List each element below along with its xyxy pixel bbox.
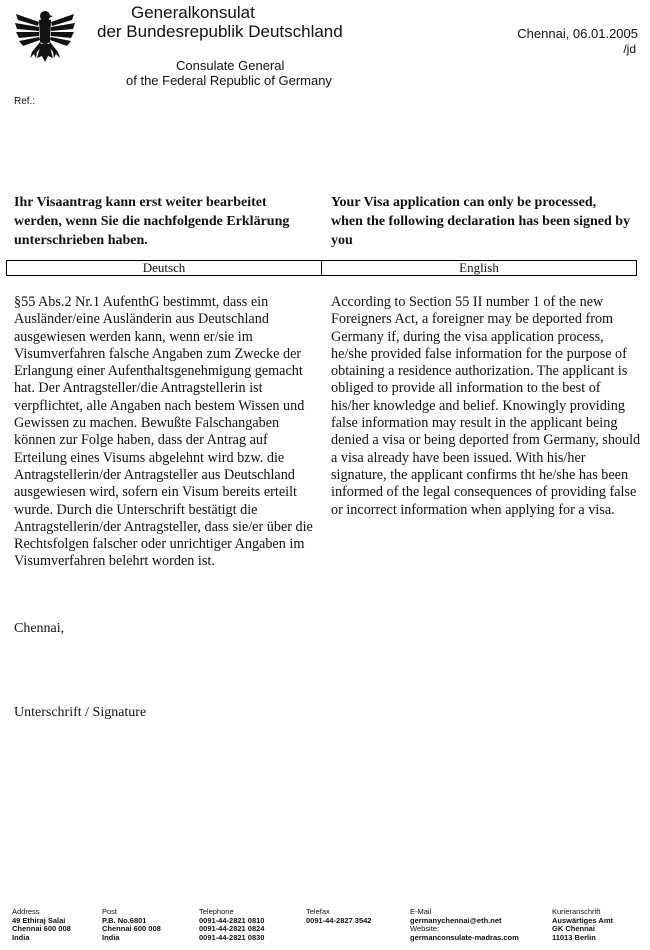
- footer-courier-line: GK Chennai: [552, 924, 595, 934]
- footer-email-label: E-Mail: [410, 907, 432, 916]
- footer-address-label: Address: [12, 907, 40, 916]
- footer-telefax-label: Telefax: [306, 907, 330, 916]
- footer-telephone-line: 0091-44-2821 0824: [199, 924, 265, 934]
- signing-place: Chennai,: [14, 621, 65, 636]
- footer-telephone-line: 0091-44-2821 0830: [199, 932, 265, 942]
- footer-courier-label: Kurieranschrift: [552, 907, 601, 916]
- footer-courier-line: Auswärtiges Amt: [552, 915, 613, 925]
- footer-telefax-line: 0091-44-2827 3542: [306, 915, 372, 925]
- footer-email: [410, 908, 519, 942]
- intro-text-de: Ihr Visaantrag kann erst weiter bearbeitet werden, wenn Sie die nachfolgende Erklärung unterschrieben haben.: [14, 195, 290, 248]
- footer-address-line: India: [12, 932, 30, 942]
- footer-telephone-line: 0091-44-2821 0810: [199, 915, 265, 925]
- footer-courier-line: 11013 Berlin: [552, 932, 596, 942]
- footer-website-line: germanconsulate-madras.com: [410, 932, 519, 942]
- consulate-name-de-line2: der Bundesrepublik Deutschland: [97, 22, 343, 41]
- consulate-name-en-line2: of the Federal Republic of Germany: [126, 73, 332, 88]
- footer-website-label: Website:: [410, 924, 440, 934]
- federal-eagle-icon: [12, 6, 78, 72]
- footer-address: [12, 908, 71, 942]
- footer-post: [102, 908, 161, 942]
- footer-post-line: India: [102, 932, 120, 942]
- footer-telephone: [199, 908, 264, 942]
- intro-text-en: Your Visa application can only be processed, when the following declaration has been signed by you: [331, 195, 631, 248]
- footer-address-line: Chennai 600 008: [12, 924, 71, 934]
- footer-courier: [552, 908, 613, 942]
- footer-post-line: P.B. No.6801: [102, 915, 147, 925]
- consulate-name-en-line1: Consulate General: [176, 58, 285, 73]
- declaration-text-en: According to Section 55 II number 1 of the new Foreigners Act, a foreigner may be deported from Germany if, during the visa application process, he/she provided false information for the purpose of obtaining a residence authorization. The applicant is obliged to provide all information to the best of his/her knowledge and belief. Knowingly providing false information may result in the applicant being denied a visa or being deported from Germany, should a visa already have been issued. With his/her signature, the applicant confirms tht he/she has been informed of the legal consequences of providing false or incorrect information when applying for a visa.: [331, 294, 641, 518]
- place-date: Chennai, 06.01.2005: [517, 26, 638, 41]
- column-header-deutsch: Deutsch: [7, 261, 322, 275]
- footer-post-label: Post: [102, 907, 118, 916]
- footer-email-line: germanychennai@eth.net: [410, 915, 502, 925]
- consulate-name-de-line1: Generalkonsulat: [131, 3, 255, 22]
- footer-telephone-label: Telephone: [199, 907, 234, 916]
- signature-label: Unterschrift / Signature: [14, 705, 147, 720]
- footer-post-line: Chennai 600 008: [102, 924, 161, 934]
- declaration-text-de: §55 Abs.2 Nr.1 AufenthG bestimmt, dass ein Ausländer/eine Ausländerin aus Deutschland ausgewiesen werden kann, wenn er/sie im Visumverfahren falsche Angaben zum Zwecke der Erlangung einer Aufenthaltsgenehmigung gemacht hat. Der Antragsteller/die Antragstellerin ist verpflichtet, alle Angaben nach bestem Wissen und Gewissen zu machen. Bewußte Falschangaben können zur Folge haben, dass der Antrag auf Erteilung eines Visums abgelehnt wird bzw. die Antragstellerin/der Antragsteller aus Deutschland ausgewiesen wird, sofern ein Visum bereits erteilt wurde. Durch die Unterschrift bestätigt die Antragstellerin/der Antragsteller, dass sie/er über die Rechtsfolgen falscher oder unrichtiger Angaben im Visumverfahren belehrt worden ist.: [14, 294, 313, 570]
- footer-telefax: [306, 908, 371, 925]
- reference-code: /jd: [623, 42, 636, 56]
- language-table-header: [6, 260, 637, 276]
- footer-address-line: 49 Ethiraj Salai: [12, 915, 66, 925]
- column-header-english: English: [459, 260, 499, 275]
- ref-label: Ref.:: [14, 96, 36, 107]
